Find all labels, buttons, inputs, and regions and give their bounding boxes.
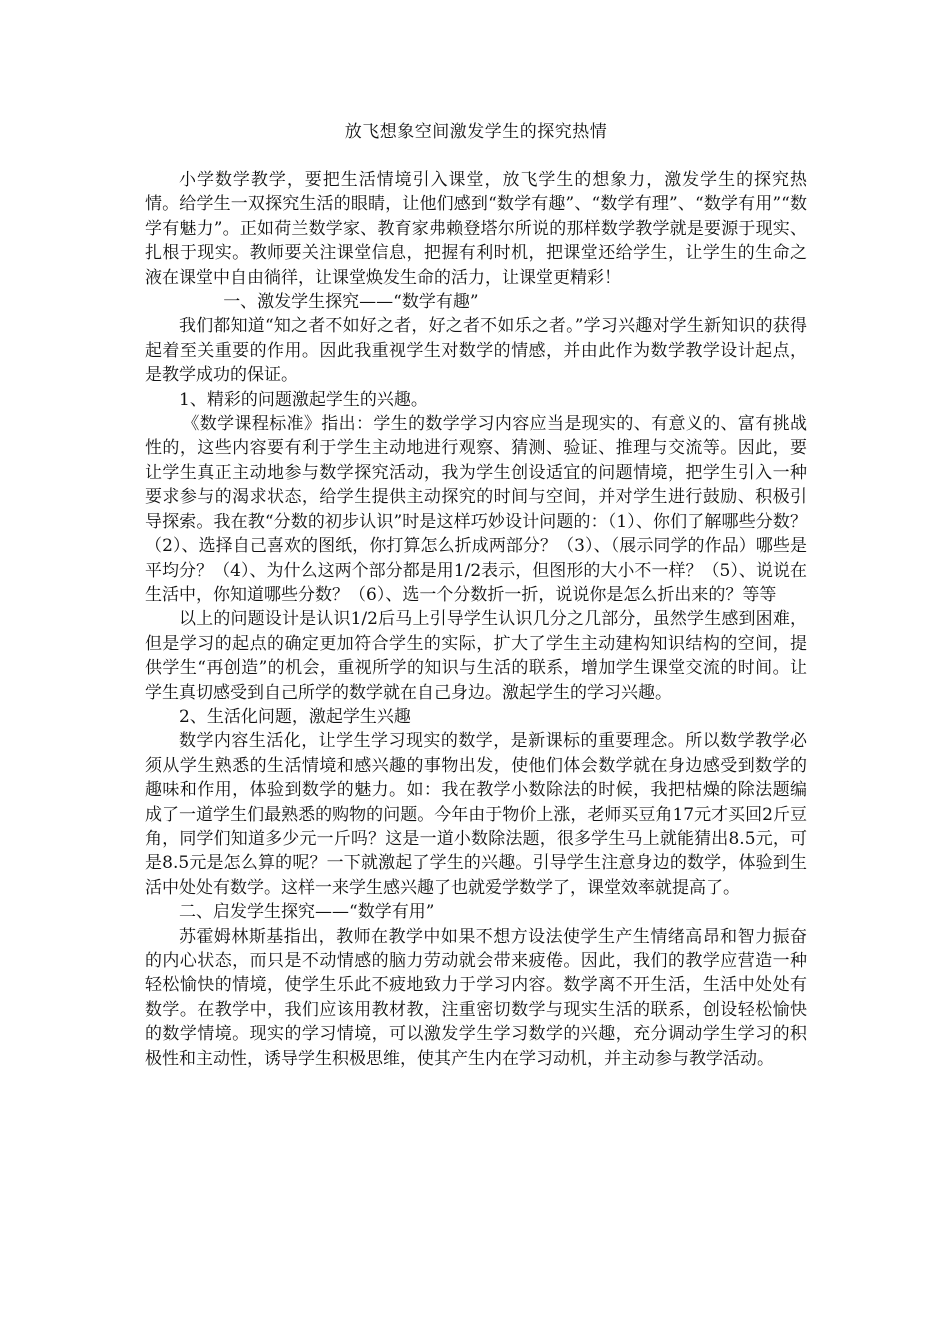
subsection-1-paragraph-1: 《数学课程标准》指出：学生的数学学习内容应当是现实的、有意义的、富有挑战性的，这些内容要有利于学生主动地进行观察、猜测、验证、推理与交流等。因此，要让学生真正主动地参与数学探究活动，我为学生创设适宜的问题情境，把学生引入一种要求参与的渴求状态，给学生提供主动探究的时间与空间，并对学生进行鼓励、积极引导探索。我在教“分数的初步认识”时是这样巧妙设计问题的：（1）、你们了解哪些分数？（2）、选择自己喜欢的图纸，你打算怎么折成两部分？（3）、（展示同学的作品）哪些是平均分？（4）、为什么这两个部分都是用1/2表示，但图形的大小不一样？（5）、说说在生活中，你知道哪些分数？（6）、选一个分数折一折，说说你是怎么折出来的？等等 bbox=[145, 414, 807, 605]
subsection-1-paragraph-2: 以上的问题设计是认识1/2后马上引导学生认识几分之几部分，虽然学生感到困难，但是学习的起点的确定更加符合学生的实际，扩大了学生主动建构知识结构的空间，提供学生“再创造”的机会，重视所学的知识与生活的联系，增加学生课堂交流的时间。让学生真切感受到自己所学的数学就在自己身边。激起学生的学习兴趣。 bbox=[145, 609, 807, 703]
subsection-2-heading: 2、生活化问题，激起学生兴趣 bbox=[179, 706, 411, 727]
subsection-1-heading: 1、精彩的问题激起学生的兴趣。 bbox=[179, 389, 428, 410]
document-page bbox=[145, 120, 807, 1071]
section-2-heading: 二、启发学生探究——“数学有用” bbox=[179, 902, 435, 923]
section-1-heading: 一、激发学生探究——“数学有趣” bbox=[223, 292, 479, 313]
document-title: 放飞想象空间激发学生的探究热情 bbox=[344, 122, 608, 142]
intro-paragraph: 小学数学教学，要把生活情境引入课堂，放飞学生的想象力，激发学生的探究热情。给学生一双探究生活的眼睛，让他们感到“数学有趣”、“数学有理”、“数学有用”“数学有魅力”。正如荷兰数学家、教育家弗赖登塔尔所说的那样数学教学就是要源于现实、扎根于现实。教师要关注课堂信息，把握有利时机，把课堂还给学生，让学生的生命之液在课堂中自由徜徉，让课堂焕发生命的活力，让课堂更精彩！ bbox=[145, 170, 807, 288]
subsection-2-paragraph: 数学内容生活化，让学生学习现实的数学，是新课标的重要理念。所以数学教学必须从学生熟悉的生活情境和感兴趣的事物出发，使他们体会数学就在身边感受到数学的趣味和作用，体验到数学的魅力。如：我在教学小数除法的时候，我把枯燥的除法题编成了一道学生们最熟悉的购物的问题。今年由于物价上涨，老师买豆角17元才买回2斤豆角，同学们知道多少元一斤吗？这是一道小数除法题，很多学生马上就能猜出8.5元，可是8.5元是怎么算的呢？一下就激起了学生的兴趣。引导学生注意身边的数学，体验到生活中处处有数学。这样一来学生感兴趣了也就爱学数学了，课堂效率就提高了。 bbox=[145, 731, 807, 898]
section-2-paragraph: 苏霍姆林斯基指出，教师在教学中如果不想方设法使学生产生情绪高昂和智力振奋的内心状态，而只是不动情感的脑力劳动就会带来疲倦。因此，我们的教学应营造一种轻松愉快的情境，使学生乐此不疲地致力于学习内容。数学离不开生活，生活中处处有数学。在教学中，我们应该用教材教，注重密切数学与现实生活的联系，创设轻松愉快的数学情境。现实的学习情境，可以激发学生学习数学的兴趣，充分调动学生学习的积极性和主动性，诱导学生积极思维，使其产生内在学习动机，并主动参与教学活动。 bbox=[145, 926, 807, 1069]
section-1-paragraph: 我们都知道“知之者不如好之者，好之者不如乐之者。”学习兴趣对学生新知识的获得起着至关重要的作用。因此我重视学生对数学的情感，并由此作为数学教学设计起点，是教学成功的保证。 bbox=[145, 316, 807, 386]
